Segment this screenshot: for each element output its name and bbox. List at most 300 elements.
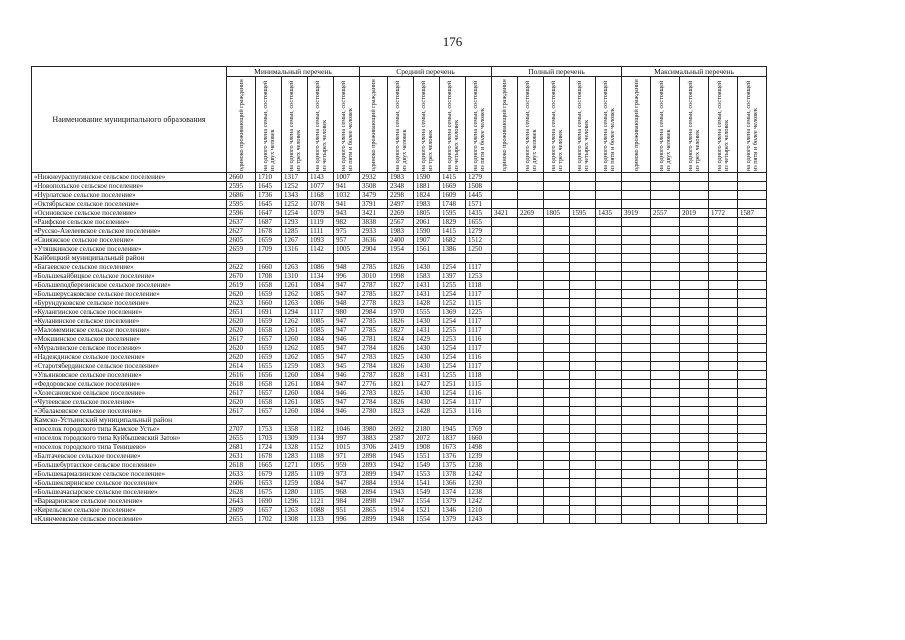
table-cell-value: 1431 bbox=[414, 290, 440, 299]
table-cell-value: 2497 bbox=[388, 200, 414, 209]
table-cell-value: 1748 bbox=[440, 200, 466, 209]
table-cell-value bbox=[492, 191, 518, 200]
table-row bbox=[32, 200, 767, 209]
table-cell-value: 1263 bbox=[282, 299, 308, 308]
table-cell-value bbox=[544, 434, 570, 443]
table-cell-value bbox=[680, 344, 709, 353]
table-cell-value: 3508 bbox=[360, 182, 388, 191]
table-cell-value: 1293 bbox=[282, 218, 308, 227]
table-cell-empty bbox=[360, 416, 388, 425]
table-cell-value bbox=[738, 407, 767, 416]
table-cell-value: 1826 bbox=[388, 263, 414, 272]
table-cell-value bbox=[680, 326, 709, 335]
table-cell-value bbox=[651, 506, 680, 515]
table-cell-value bbox=[492, 452, 518, 461]
table-cell-value bbox=[709, 371, 738, 380]
table-cell-value bbox=[680, 263, 709, 272]
table-cell-value bbox=[596, 263, 622, 272]
table-cell-value bbox=[622, 434, 651, 443]
table-row bbox=[32, 389, 767, 398]
header-subcolumn bbox=[308, 77, 334, 173]
table-cell-value bbox=[596, 362, 622, 371]
table-cell-value: 1309 bbox=[282, 434, 308, 443]
table-cell-value bbox=[596, 497, 622, 506]
table-row bbox=[32, 479, 767, 488]
table-cell-empty bbox=[651, 254, 680, 263]
header-subcolumn-label: на одного члена семьи, состоящей из четырех человек bbox=[716, 80, 730, 171]
table-cell-empty bbox=[518, 416, 544, 425]
table-cell-value: 1595 bbox=[440, 209, 466, 218]
table-cell-value bbox=[596, 425, 622, 434]
table-cell-value: 1152 bbox=[308, 443, 334, 452]
table-cell-value bbox=[680, 497, 709, 506]
table-cell-value: 1254 bbox=[440, 344, 466, 353]
table-cell-value: 947 bbox=[334, 281, 360, 290]
municipality-name: «поселок городского типа Куйбышевский Затон» bbox=[32, 434, 227, 443]
table-cell-value bbox=[544, 488, 570, 497]
table-cell-empty bbox=[680, 254, 709, 263]
municipality-name: «Мокшинское сельское поселение» bbox=[32, 335, 227, 344]
table-cell-value bbox=[596, 434, 622, 443]
table-cell-value: 1826 bbox=[388, 344, 414, 353]
table-cell-value: 1310 bbox=[282, 272, 308, 281]
table-cell-value: 1827 bbox=[388, 290, 414, 299]
table-cell-value: 2620 bbox=[227, 290, 256, 299]
table-cell-value bbox=[492, 407, 518, 416]
table-cell-value bbox=[709, 488, 738, 497]
table-cell-value: 1512 bbox=[466, 236, 492, 245]
table-cell-value bbox=[518, 263, 544, 272]
table-cell-value: 1262 bbox=[282, 317, 308, 326]
page-number: 176 bbox=[442, 34, 463, 49]
table-cell-value bbox=[709, 461, 738, 470]
table-cell-value: 1005 bbox=[334, 245, 360, 254]
table-cell-value bbox=[738, 353, 767, 362]
table-cell-value: 946 bbox=[334, 389, 360, 398]
table-cell-value bbox=[518, 353, 544, 362]
table-cell-value bbox=[680, 191, 709, 200]
table-cell-value: 2072 bbox=[414, 434, 440, 443]
table-cell-value bbox=[544, 326, 570, 335]
municipal-data-table bbox=[31, 66, 767, 524]
table-cell-value: 2628 bbox=[227, 488, 256, 497]
header-subcolumn-label: на одного члена семьи, состоящей из трех человек bbox=[419, 80, 434, 171]
table-cell-value: 2019 bbox=[680, 209, 709, 218]
table-cell-value: 3980 bbox=[360, 425, 388, 434]
header-subcolumn bbox=[709, 77, 738, 173]
table-cell-value: 1948 bbox=[388, 515, 414, 524]
table-cell-value: 1085 bbox=[308, 317, 334, 326]
table-cell-value bbox=[570, 182, 596, 191]
table-cell-value: 1583 bbox=[414, 272, 440, 281]
table-cell-value: 2617 bbox=[227, 389, 256, 398]
table-cell-empty bbox=[570, 416, 596, 425]
table-cell-value bbox=[570, 200, 596, 209]
table-cell-value bbox=[492, 398, 518, 407]
table-cell-value bbox=[596, 326, 622, 335]
table-cell-empty bbox=[466, 416, 492, 425]
table-cell-value bbox=[570, 281, 596, 290]
table-cell-value bbox=[492, 182, 518, 191]
table-cell-value: 1435 bbox=[596, 209, 622, 218]
table-cell-value: 1294 bbox=[282, 308, 308, 317]
table-row bbox=[32, 272, 767, 281]
table-cell-value bbox=[544, 236, 570, 245]
table-cell-value: 2898 bbox=[360, 497, 388, 506]
table-cell-value bbox=[738, 335, 767, 344]
table-cell-value bbox=[570, 191, 596, 200]
table-cell-value: 2785 bbox=[360, 290, 388, 299]
table-cell-value bbox=[492, 299, 518, 308]
table-cell-value: 1238 bbox=[466, 488, 492, 497]
table-cell-empty bbox=[414, 416, 440, 425]
table-cell-value bbox=[680, 479, 709, 488]
table-cell-value: 1430 bbox=[414, 353, 440, 362]
table-cell-value: 1947 bbox=[388, 470, 414, 479]
table-cell-value: 1252 bbox=[282, 200, 308, 209]
table-cell-value bbox=[680, 452, 709, 461]
table-cell-value: 1659 bbox=[256, 344, 282, 353]
table-cell-value: 1116 bbox=[466, 335, 492, 344]
table-cell-value bbox=[651, 263, 680, 272]
table-cell-empty bbox=[308, 254, 334, 263]
table-cell-value bbox=[651, 389, 680, 398]
table-cell-value: 1260 bbox=[282, 407, 308, 416]
table-cell-value bbox=[738, 380, 767, 389]
table-cell-value bbox=[570, 353, 596, 362]
table-cell-value bbox=[709, 317, 738, 326]
table-cell-value: 1210 bbox=[466, 506, 492, 515]
table-cell-value bbox=[492, 506, 518, 515]
table-cell-value: 1430 bbox=[414, 263, 440, 272]
table-cell-value: 1769 bbox=[466, 425, 492, 434]
table-cell-value bbox=[518, 245, 544, 254]
table-cell-empty bbox=[256, 254, 282, 263]
table-cell-value bbox=[596, 299, 622, 308]
table-cell-value bbox=[570, 425, 596, 434]
municipality-name: «Большекайбицкое сельское поселение» bbox=[32, 272, 227, 281]
table-cell-value: 2269 bbox=[518, 209, 544, 218]
table-cell-value bbox=[680, 389, 709, 398]
table-cell-value: 2692 bbox=[388, 425, 414, 434]
table-row bbox=[32, 398, 767, 407]
table-row bbox=[32, 182, 767, 191]
table-cell-value bbox=[651, 272, 680, 281]
table-cell-value bbox=[544, 263, 570, 272]
table-cell-value: 975 bbox=[334, 227, 360, 236]
table-cell-value: 1659 bbox=[256, 290, 282, 299]
table-cell-value: 1954 bbox=[388, 245, 414, 254]
header-subcolumn bbox=[466, 77, 492, 173]
table-cell-value: 1374 bbox=[440, 488, 466, 497]
table-cell-value bbox=[570, 452, 596, 461]
table-cell-value: 2619 bbox=[227, 281, 256, 290]
table-cell-value bbox=[518, 443, 544, 452]
table-cell-empty bbox=[596, 416, 622, 425]
table-cell-value: 1260 bbox=[282, 389, 308, 398]
table-cell-value: 997 bbox=[334, 434, 360, 443]
table-cell-value: 2681 bbox=[227, 443, 256, 452]
table-cell-value: 1133 bbox=[308, 515, 334, 524]
table-cell-value bbox=[570, 218, 596, 227]
table-cell-value: 1647 bbox=[256, 209, 282, 218]
table-cell-value: 1261 bbox=[282, 398, 308, 407]
table-cell-value bbox=[622, 380, 651, 389]
table-cell-value bbox=[518, 515, 544, 524]
table-cell-value bbox=[518, 182, 544, 191]
table-cell-value: 1085 bbox=[308, 290, 334, 299]
table-cell-value: 1431 bbox=[414, 326, 440, 335]
table-cell-value: 1085 bbox=[308, 326, 334, 335]
table-cell-value: 1239 bbox=[466, 452, 492, 461]
table-cell-value bbox=[680, 200, 709, 209]
table-cell-value bbox=[596, 308, 622, 317]
table-cell-value bbox=[570, 335, 596, 344]
table-cell-value bbox=[622, 506, 651, 515]
table-cell-value bbox=[596, 245, 622, 254]
table-cell-value bbox=[738, 443, 767, 452]
table-cell-value: 3838 bbox=[360, 218, 388, 227]
table-cell-value: 1086 bbox=[308, 299, 334, 308]
header-group-full: Полный перечень bbox=[492, 67, 622, 77]
table-cell-value: 1252 bbox=[282, 182, 308, 191]
header-row-groups bbox=[32, 67, 767, 77]
table-cell-value: 1397 bbox=[440, 272, 466, 281]
table-cell-value bbox=[651, 218, 680, 227]
table-cell-value bbox=[738, 344, 767, 353]
header-subcolumn-label: одиноко проживающий гражданин bbox=[501, 78, 508, 171]
table-cell-value: 2660 bbox=[227, 173, 256, 182]
table-cell-value: 1660 bbox=[256, 299, 282, 308]
municipality-name: «Раифское сельское поселение» bbox=[32, 218, 227, 227]
table-cell-value: 1430 bbox=[414, 344, 440, 353]
table-cell-value: 1279 bbox=[466, 173, 492, 182]
table-cell-empty bbox=[738, 254, 767, 263]
table-cell-value bbox=[596, 488, 622, 497]
municipality-name: «Большекляринское сельское поселение» bbox=[32, 479, 227, 488]
table-cell-value bbox=[492, 245, 518, 254]
table-cell-value bbox=[518, 335, 544, 344]
table-cell-value: 1521 bbox=[414, 506, 440, 515]
table-row bbox=[32, 425, 767, 434]
table-cell-value bbox=[518, 488, 544, 497]
table-cell-value bbox=[709, 308, 738, 317]
table-cell-value: 2618 bbox=[227, 461, 256, 470]
table-cell-value: 1117 bbox=[466, 290, 492, 299]
table-cell-value: 1659 bbox=[256, 317, 282, 326]
table-cell-value: 1117 bbox=[466, 317, 492, 326]
table-cell-empty bbox=[388, 254, 414, 263]
table-cell-value bbox=[622, 227, 651, 236]
table-cell-value bbox=[544, 191, 570, 200]
table-cell-value bbox=[570, 299, 596, 308]
table-cell-value: 1078 bbox=[308, 200, 334, 209]
table-cell-value: 945 bbox=[334, 362, 360, 371]
table-cell-value bbox=[570, 515, 596, 524]
table-cell-value bbox=[738, 371, 767, 380]
table-cell-empty bbox=[388, 416, 414, 425]
table-cell-value: 1095 bbox=[308, 461, 334, 470]
table-row bbox=[32, 515, 767, 524]
table-cell-empty bbox=[414, 254, 440, 263]
table-row bbox=[32, 281, 767, 290]
municipality-name: «Ульянковское сельское поселение» bbox=[32, 371, 227, 380]
table-cell-value bbox=[518, 290, 544, 299]
table-cell-value: 1970 bbox=[388, 308, 414, 317]
table-row bbox=[32, 353, 767, 362]
table-cell-empty bbox=[596, 254, 622, 263]
municipality-name: «Нижнеураспугинское сельское поселение» bbox=[32, 173, 227, 182]
table-cell-value bbox=[570, 326, 596, 335]
table-cell-value bbox=[518, 362, 544, 371]
table-cell-value bbox=[544, 389, 570, 398]
table-cell-value bbox=[680, 227, 709, 236]
table-cell-value: 1829 bbox=[440, 218, 466, 227]
table-cell-value bbox=[738, 470, 767, 479]
table-cell-value bbox=[651, 488, 680, 497]
table-cell-empty bbox=[738, 416, 767, 425]
table-cell-value bbox=[570, 380, 596, 389]
table-cell-value bbox=[622, 281, 651, 290]
table-cell-value: 1658 bbox=[256, 326, 282, 335]
header-subcolumn bbox=[440, 77, 466, 173]
table-cell-value: 2614 bbox=[227, 362, 256, 371]
table-cell-value bbox=[622, 353, 651, 362]
table-cell-value bbox=[544, 344, 570, 353]
table-row bbox=[32, 218, 767, 227]
table-cell-value: 2620 bbox=[227, 353, 256, 362]
table-cell-value bbox=[596, 398, 622, 407]
table-cell-empty bbox=[256, 416, 282, 425]
table-cell-value bbox=[651, 497, 680, 506]
table-cell-value bbox=[492, 497, 518, 506]
municipality-name: «Маломеминское сельское поселение» bbox=[32, 326, 227, 335]
table-cell-value: 2605 bbox=[227, 236, 256, 245]
table-cell-value bbox=[622, 515, 651, 524]
table-cell-value: 1255 bbox=[440, 281, 466, 290]
table-cell-value: 1445 bbox=[466, 191, 492, 200]
table-cell-value: 2609 bbox=[227, 506, 256, 515]
table-cell-value bbox=[738, 452, 767, 461]
table-cell-value: 2631 bbox=[227, 452, 256, 461]
table-cell-value: 1253 bbox=[440, 407, 466, 416]
municipality-name: «Варваринское сельское поселение» bbox=[32, 497, 227, 506]
table-cell-value: 1079 bbox=[308, 209, 334, 218]
table-cell-value bbox=[570, 245, 596, 254]
table-cell-value bbox=[544, 299, 570, 308]
table-cell-value bbox=[596, 272, 622, 281]
table-cell-value bbox=[492, 479, 518, 488]
table-cell-value bbox=[651, 362, 680, 371]
table-cell-value: 947 bbox=[334, 344, 360, 353]
table-cell-value bbox=[492, 263, 518, 272]
table-cell-value: 2781 bbox=[360, 335, 388, 344]
table-cell-value: 2618 bbox=[227, 380, 256, 389]
table-cell-value bbox=[738, 200, 767, 209]
table-cell-value: 1659 bbox=[256, 236, 282, 245]
table-cell-value: 2933 bbox=[360, 227, 388, 236]
table-cell-value bbox=[651, 461, 680, 470]
table-cell-value: 1653 bbox=[256, 479, 282, 488]
table-cell-empty bbox=[360, 254, 388, 263]
table-cell-value: 1675 bbox=[256, 488, 282, 497]
table-cell-value: 971 bbox=[334, 452, 360, 461]
table-cell-value: 1908 bbox=[414, 443, 440, 452]
table-cell-value bbox=[709, 470, 738, 479]
table-cell-value bbox=[544, 443, 570, 452]
table-cell-value: 1143 bbox=[308, 173, 334, 182]
municipality-name: «Русско-Азелеевское сельское поселение» bbox=[32, 227, 227, 236]
table-cell-value: 947 bbox=[334, 479, 360, 488]
table-cell-value bbox=[518, 380, 544, 389]
table-cell-value: 1678 bbox=[256, 227, 282, 236]
table-cell-value bbox=[518, 200, 544, 209]
section-title: Камско-Устьинский муниципальный район bbox=[32, 416, 227, 425]
table-row bbox=[32, 434, 767, 443]
table-cell-value bbox=[622, 407, 651, 416]
table-cell-value: 946 bbox=[334, 335, 360, 344]
table-row bbox=[32, 506, 767, 515]
table-cell-value bbox=[492, 281, 518, 290]
table-cell-value bbox=[651, 515, 680, 524]
table-cell-value: 1015 bbox=[334, 443, 360, 452]
table-cell-value bbox=[651, 308, 680, 317]
table-cell-value: 1828 bbox=[388, 371, 414, 380]
table-cell-value bbox=[738, 461, 767, 470]
table-cell-value: 2651 bbox=[227, 308, 256, 317]
table-cell-value bbox=[709, 515, 738, 524]
table-cell-value bbox=[518, 497, 544, 506]
table-cell-value bbox=[651, 281, 680, 290]
table-row bbox=[32, 407, 767, 416]
table-cell-value: 2785 bbox=[360, 317, 388, 326]
table-cell-value bbox=[738, 362, 767, 371]
header-subcolumn-label: на одного члена семьи, состоящей из двух человек bbox=[523, 80, 538, 171]
table-cell-value: 1942 bbox=[388, 461, 414, 470]
table-cell-value: 1117 bbox=[308, 308, 334, 317]
municipality-name: «Большеачасырское сельское поселение» bbox=[32, 488, 227, 497]
municipality-name: «Муралинское сельское поселение» bbox=[32, 344, 227, 353]
table-cell-value bbox=[544, 245, 570, 254]
table-cell-value bbox=[570, 479, 596, 488]
table-cell-value: 1826 bbox=[388, 398, 414, 407]
table-cell-value: 1084 bbox=[308, 407, 334, 416]
table-cell-value bbox=[709, 299, 738, 308]
table-cell-value: 1121 bbox=[308, 497, 334, 506]
table-cell-value bbox=[651, 245, 680, 254]
table-cell-value bbox=[570, 506, 596, 515]
table-cell-value bbox=[492, 461, 518, 470]
table-cell-value bbox=[492, 443, 518, 452]
table-cell-value bbox=[596, 227, 622, 236]
table-cell-value: 1659 bbox=[256, 353, 282, 362]
table-cell-value bbox=[596, 182, 622, 191]
table-cell-value: 1260 bbox=[282, 371, 308, 380]
municipality-name: «Клянчеевское сельское поселение» bbox=[32, 515, 227, 524]
table-cell-value: 2655 bbox=[227, 434, 256, 443]
table-cell-value: 1657 bbox=[256, 389, 282, 398]
table-cell-value: 1660 bbox=[256, 263, 282, 272]
table-cell-value bbox=[596, 371, 622, 380]
table-cell-value: 1262 bbox=[282, 344, 308, 353]
table-cell-value bbox=[680, 236, 709, 245]
table-cell-value bbox=[570, 272, 596, 281]
municipality-name: «Октябрьское сельское поселение» bbox=[32, 200, 227, 209]
section-row bbox=[32, 416, 767, 425]
table-cell-value: 1825 bbox=[388, 389, 414, 398]
table-cell-value bbox=[680, 434, 709, 443]
table-cell-value: 1415 bbox=[440, 173, 466, 182]
